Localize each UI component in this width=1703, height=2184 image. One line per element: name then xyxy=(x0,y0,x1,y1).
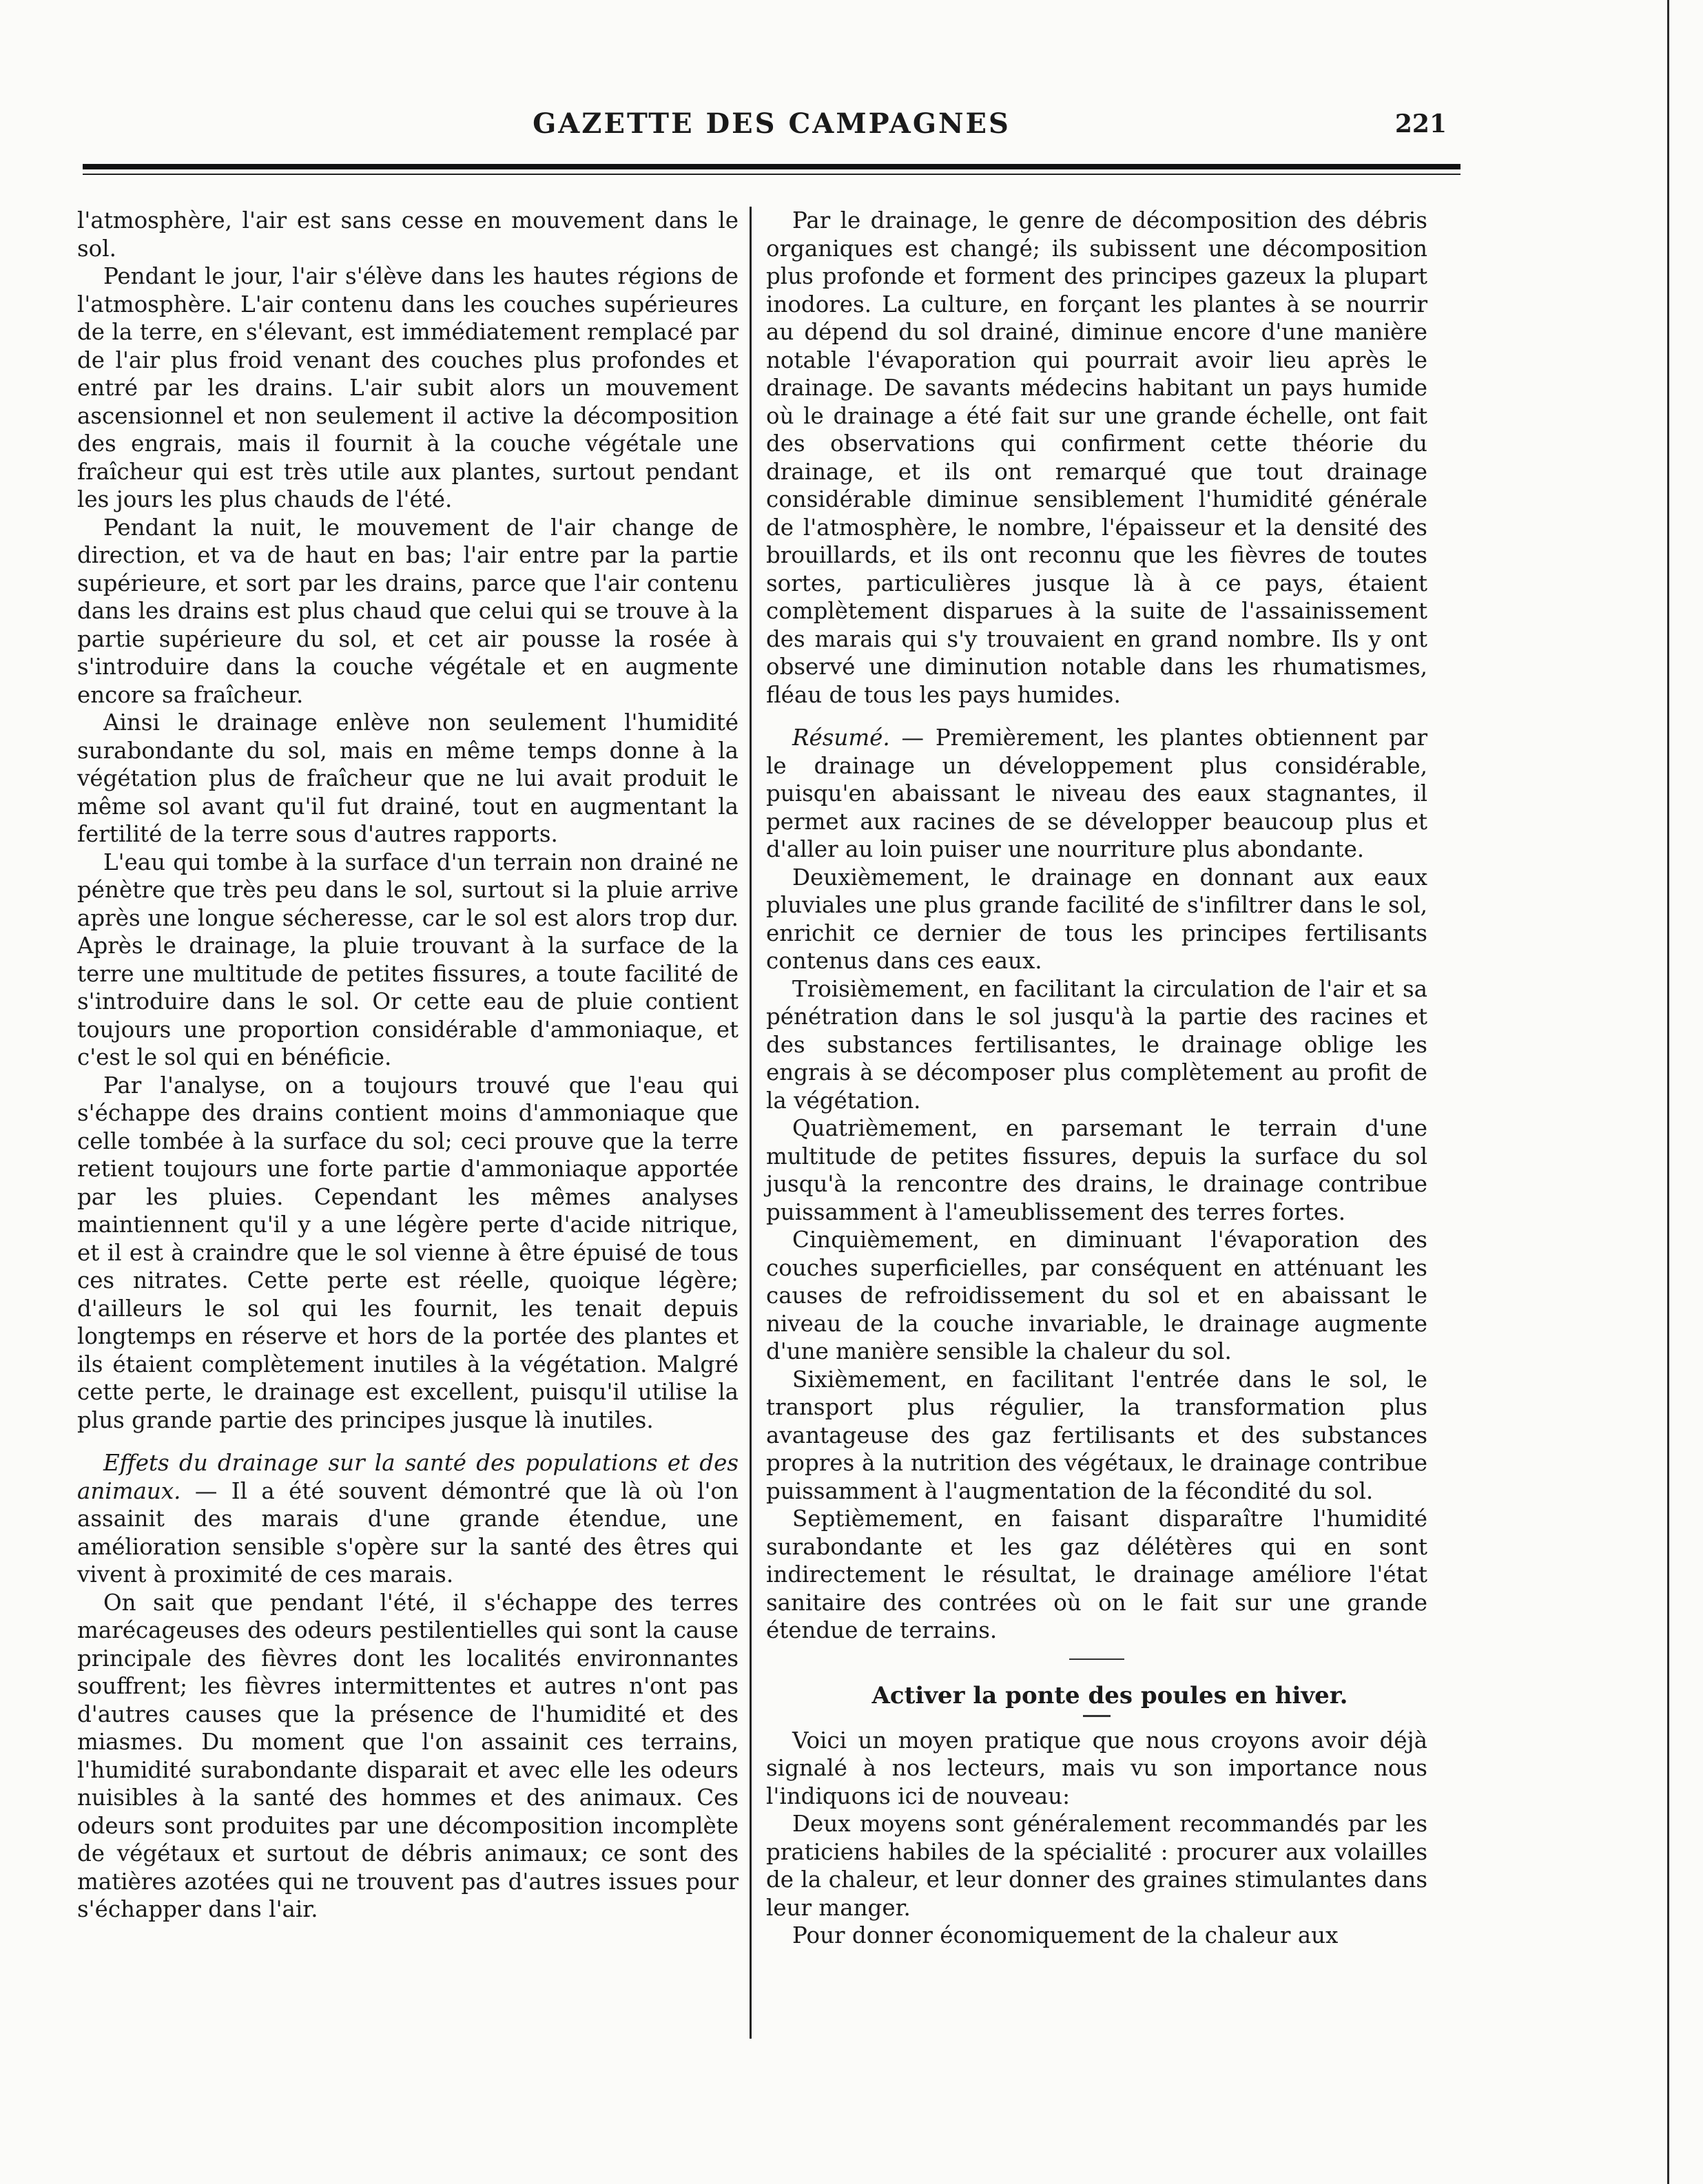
paragraph: Cinquièmement, en diminuant l'évaporation des couches superficielles, par conséquent en atténuant les causes de refroidissement du sol et en abaissant le niveau de la couche invariable, le drainage augmente d'une manière sensible la chaleur du sol. xyxy=(766,1227,1427,1364)
title-underline xyxy=(1083,1715,1111,1717)
section-title: Activer la ponte des poules en hiver. xyxy=(871,1681,1348,1709)
left-column xyxy=(77,207,739,1924)
paragraph: Voici un moyen pratique que nous croyons avoir déjà signalé à nos lecteurs, mais vu son importance nous l'indiquons ici de nouveau: xyxy=(766,1727,1427,1809)
header-rule-thin xyxy=(83,174,1461,175)
subheading-health: Effets du drainage sur la santé des populations et des animaux. xyxy=(77,1450,739,1504)
page-number: 221 xyxy=(1394,110,1447,138)
paragraph: Pour donner économiquement de la chaleur aux xyxy=(792,1922,1339,1948)
paragraph: Ainsi le drainage enlève non seulement l'humidité surabondante du sol, mais en même temps donne à la végétation plus de fraîcheur que ne lui avait produit le même sol avant qu'il fut drainé, tout en augmentant la fertilité de la terre sous d'autres rapports. xyxy=(77,709,739,847)
paragraph: Quatrièmement, en parsemant le terrain d'une multitude de petites fissures, depuis la surface du sol jusqu'à la rencontre des drains, le drainage contribue puissamment à l'ameublissement des terres fortes. xyxy=(766,1115,1427,1225)
paragraph: Deux moyens sont généralement recommandés par les praticiens habiles de la spécialité : procurer aux volailles de la chaleur, et leur donner des graines stimulantes dans leur manger. xyxy=(766,1811,1427,1921)
paragraph-health xyxy=(77,1449,739,1589)
paragraph: Pendant le jour, l'air s'élève dans les hautes régions de l'atmosphère. L'air contenu dans les couches supérieures de la terre, en s'élevant, est immédiatement remplacé par de l'air plus froid venant des couches plus profondes et entré par les drains. L'air subit alors un mouvement ascensionnel et non seulement il active la décomposition des engrais, mais il fournit à la couche végétale une fraîcheur qui est très utile aux plantes, surtout pendant les jours les plus chauds de l'été. xyxy=(77,263,739,512)
paragraph: Par l'analyse, on a toujours trouvé que l'eau qui s'échappe des drains contient moins d'ammoniaque que celle tombée à la surface du sol; ceci prouve que la terre retient toujours une forte partie d'ammoniaque apportée par les pluies. Cependant les mêmes analyses maintiennent qu'il y a une légère perte d'acide nitrique, et il est à craindre que le sol vienne à être épuisé de tous ces nitrates. Cette perte est réelle, quoique légère; d'ailleurs le sol qui les fournit, les tenait depuis longtemps en réserve et hors de la portée des plantes et ils étaient complètement inutiles à la végétation. Malgré cette perte, le drainage est excellent, puisqu'il utilise la plus grande partie des principes jusque là inutiles. xyxy=(77,1072,739,1433)
publication-title: GAZETTE DES CAMPAGNES xyxy=(533,107,1011,140)
paragraph: l'atmosphère, l'air est sans cesse en mouvement dans le sol. xyxy=(77,207,739,262)
section-separator xyxy=(1069,1658,1124,1660)
paragraph: Par le drainage, le genre de décomposition des débris organiques est changé; ils subissent une décomposition plus profonde et forment des principes gazeux la plupart inodores. La culture, en forçant les plantes à se nourrir au dépend du sol drainé, diminue encore d'une manière notable l'évaporation qui pourrait avoir lieu après le drainage. De savants médecins habitant un pays humide où le drainage a été fait sur une grande échelle, ont fait des observations qui confirment cette théorie du drainage, et ils ont remarqué que tout drainage considérable diminue sensiblement l'humidité générale de l'atmosphère, le nombre, l'épaisseur et la densité des brouillards, et ils ont reconnu que les fièvres de toutes sortes, particulières jusque là à ce pays, étaient complètement disparues à la suite de l'assainissement des marais qui s'y trouvaient en grand nombre. Ils y ont observé une diminution notable dans les rhumatismes, fléau de tous les pays humides. xyxy=(766,207,1427,708)
paragraph: Pendant la nuit, le mouvement de l'air change de direction, et va de haut en bas; l'air entre par la partie supérieure, et sort par les drains, parce que l'air contenu dans les drains est plus chaud que celui qui se trouve à la partie supérieure du sol, et cet air pousse la rosée à s'introduire dans la couche végétale et en augmente encore sa fraîcheur. xyxy=(77,514,739,708)
paragraph: Troisièmement, en facilitant la circulation de l'air et sa pénétration dans le sol jusqu'à la partie des racines et des substances fertilisantes, le drainage oblige les engrais à se décomposer plus complètement au profit de la végétation. xyxy=(766,975,1427,1114)
paragraph: L'eau qui tombe à la surface d'un terrain non drainé ne pénètre que très peu dans le sol, surtout si la pluie arrive après une longue sécheresse, car le sol est alors trop dur. Après le drainage, la pluie trouvant à la surface de la terre une multitude de petites fissures, a toute facilité de s'introduire dans le sol. Or cette eau de pluie contient toujours une proportion considérable d'ammoniaque, et c'est le sol qui en bénéficie. xyxy=(77,849,739,1070)
paragraph-resume xyxy=(766,724,1427,864)
right-column xyxy=(766,207,1427,1950)
paragraph: On sait que pendant l'été, il s'échappe des terres marécageuses des odeurs pestilentielles qui sont la cause principale des fièvres dont les localités environnantes souffrent; les fièvres intermittentes et autres n'ont pas d'autres causes que la présence de l'humidité et des miasmes. Du moment que l'on assainit ces terrains, l'humidité surabondante disparait et avec elle les odeurs nuisibles à la santé des hommes et des animaux. Ces odeurs sont produites par une décomposition incomplète de végétaux et surtout de débris animaux; ce sont des matières azotées qui ne trouvent pas d'autres issues pour s'échapper dans l'air. xyxy=(77,1589,739,1922)
paragraph-text: — Premièrement, les plantes obtiennent par le drainage un développement plus considérable, puisqu'en abaissant le niveau des eaux stagnantes, il permet aux racines de se développer beaucoup plus et d'aller au loin puiser une nourriture plus abondante. xyxy=(766,725,1427,862)
column-divider xyxy=(750,207,752,2039)
subheading-resume: Résumé. xyxy=(792,725,890,751)
masthead xyxy=(83,103,1461,145)
header-rule-thick xyxy=(83,164,1461,169)
paragraph: Sixièmement, en facilitant l'entrée dans le sol, le transport plus régulier, la transformation plus avantageuse des gaz fertilisants et des substances propres à la nutrition des végétaux, le drainage contribue puissamment à l'augmentation de la fécondité du sol. xyxy=(766,1366,1427,1504)
paragraph: Septièmement, en faisant disparaître l'humidité surabondante et les gaz délétères qui en sont indirectement le résultat, le drainage améliore l'état sanitaire des contrées où on le fait sur une grande étendue de terrains. xyxy=(766,1506,1427,1643)
page-edge-rule xyxy=(1667,0,1669,2184)
paragraph: Deuxièmement, le drainage en donnant aux eaux pluviales une plus grande facilité de s'infiltrer dans le sol, enrichit ce dernier de tous les principes fertilisants contenus dans ces eaux. xyxy=(766,864,1427,974)
paragraph-text: — Il a été souvent démontré que là où l'on assainit des marais d'une grande étendue, une amélioration sensible s'opère sur la santé des êtres qui vivent à proximité de ces marais. xyxy=(77,1477,739,1588)
